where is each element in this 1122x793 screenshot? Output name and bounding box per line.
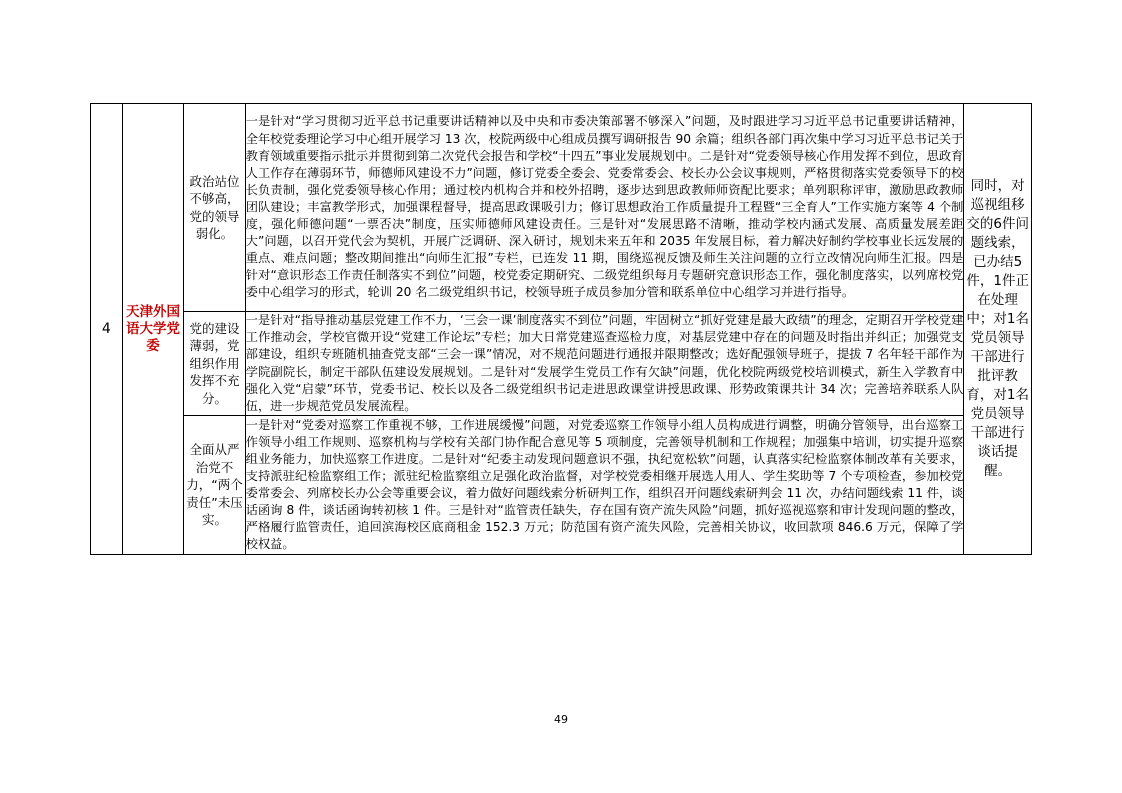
- unit-name: 天津外国语大学党委: [122, 104, 184, 555]
- table-row: [91, 104, 1032, 312]
- page-number: 49: [554, 713, 568, 726]
- issue-measures: 一是针对“党委对巡察工作重视不够，工作进展缓慢”问题，对党委巡察工作领导小组人员构成进行调整，明确分管领导，出台巡察工作领导小组工作规则、巡察机构与学校有关部门协作配合意见等 5 项制度，完善领导机制和工作规程；加强集中培训，切实提升巡察组业务能力，加快巡察工作进度。二是针对“纪委主动发现问题意识不强，执纪宽松软”问题，认真落实纪检监察体制改革有关要求，支持派驻纪检监察组工作；派驻纪检监察组立足强化政治监督，对学校党委相继开展选人用人、学生奖助等 7 个专项检查，参加校党委常委会、列席校长办公会等重要会议，着力做好问题线索分析研判工作，组织召开问题线索研判会 11 次，办结问题线索 11 件，谈话函询 8 件，谈话函询转初核 1 件。三是针对“监管责任缺失，存在国有资产流失风险”问题，抓好巡视巡察和审计发现问题的整改，严格履行监管责任，追回滨海校区底商租金 152.3 万元；防范国有资产流失风险，完善相关协议，收回款项 846.6 万元，保障了学校权益。: [245, 416, 964, 555]
- rectification-table: [90, 103, 1032, 555]
- table-row: [91, 312, 1032, 416]
- row-number: 4: [91, 104, 123, 555]
- issue-title: 政治站位不够高，党的领导弱化。: [184, 104, 246, 312]
- handling-result: 同时，对巡视组移交的6件问题线索，已办结5件，1件正在处理中；对1名党员领导干部进行批评教育，对1名党员领导干部进行谈话提醒。: [964, 104, 1032, 555]
- issue-title: 全面从严治党不力，“两个责任”未压实。: [184, 416, 246, 555]
- table-row: [91, 416, 1032, 555]
- issue-title: 党的建设薄弱，党组织作用发挥不充分。: [184, 312, 246, 416]
- issue-measures: 一是针对“指导推动基层党建工作不力，‘三会一课’制度落实不到位”问题，牢固树立“抓好党建是最大政绩”的理念，定期召开学校党建工作推动会，学校官微开设“党建工作论坛”专栏；加大日常党建巡查巡检力度，对基层党建中存在的问题及时指出并纠正；加强党支部建设，组织专班随机抽查党支部“三会一课”情况，对不规范问题进行通报并限期整改；选好配强领导班子，提拔 7 名年轻干部作为学院副院长，制定干部队伍建设发展规划。二是针对“发展学生党员工作有欠缺”问题，优化校院两级党校培训模式，新生入学教育中强化入党“启蒙”环节，党委书记、校长以及各二级党组织书记走进思政课堂讲授思政课、形势政策课共计 34 次；完善培养联系人队伍，进一步规范党员发展流程。: [245, 312, 964, 416]
- issue-measures: 一是针对“学习贯彻习近平总书记重要讲话精神以及中央和市委决策部署不够深入”问题，及时跟进学习习近平总书记重要讲话精神，全年校党委理论学习中心组开展学习 13 次，校院两级中心组成员撰写调研报告 90 余篇；组织各部门再次集中学习习近平总书记关于教育领域重要指示批示并贯彻到第二次党代会报告和学校“十四五”事业发展规划中。二是针对“党委领导核心作用发挥不到位，思政育人工作存在薄弱环节，师德师风建设不力”问题，修订党委全委会、党委常委会、校长办公会议事规则，严格贯彻落实党委领导下的校长负责制，强化党委领导核心作用；通过校内机构合并和校外招聘，逐步达到思政教师师资配比要求；单列职称评审，激励思政教师团队建设；丰富教学形式，加强课程督导，提高思政课吸引力；修订思想政治工作质量提升工程暨“三全育人”工作实施方案等 4 个制度，强化师德问题“一票否决”制度，压实师德师风建设责任。三是针对“发展思路不清晰，推动学校内涵式发展、高质量发展差距大”问题，以召开党代会为契机，开展广泛调研、深入研讨，规划未来五年和 2035 年发展目标，着力解决好制约学校事业长远发展的重点、难点问题；整改期间推出“向师生汇报”专栏，已连发 11 期，围绕巡视反馈及师生关注问题的立行立改情况向师生汇报。四是针对“意识形态工作责任制落实不到位”问题，校党委定期研究、二级党组织每月专题研究意识形态工作，强化制度落实，以列席校党委中心组学习的形式，轮训 20 名二级党组织书记，校领导班子成员参加分管和联系单位中心组学习并进行指导。: [245, 104, 964, 312]
